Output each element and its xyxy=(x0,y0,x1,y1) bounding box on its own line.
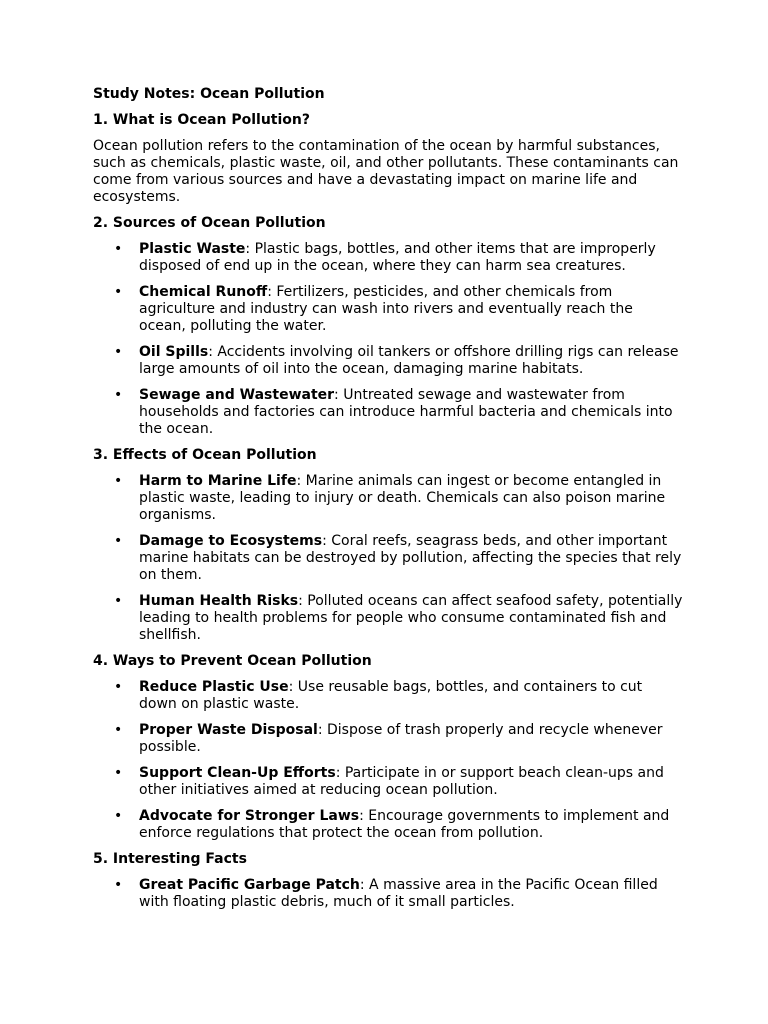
list-item-term: Human Health Risks xyxy=(139,593,299,609)
section-heading-effects: 3. Effects of Ocean Pollution xyxy=(93,447,317,463)
list-item-term: Damage to Ecosystems xyxy=(139,533,323,549)
list-item xyxy=(93,387,683,438)
list-item-text: : Accidents involving oil tankers or offshore drilling rigs can release large amounts of oil into the ocean, damaging marine habitats. xyxy=(139,344,679,377)
list-item-term: Plastic Waste xyxy=(139,241,246,257)
section-heading-prevention: 4. Ways to Prevent Ocean Pollution xyxy=(93,653,372,669)
list-item xyxy=(93,284,683,335)
bullet-glyph: • xyxy=(114,241,123,257)
list-item-text: : A massive area in the Pacific Ocean filled with floating plastic debris, much of it small particles. xyxy=(139,877,658,910)
list-item-text: : Use reusable bags, bottles, and containers to cut down on plastic waste. xyxy=(139,679,643,712)
bullet-glyph: • xyxy=(114,722,123,738)
bullet-glyph: • xyxy=(114,533,123,549)
list-item-term: Proper Waste Disposal xyxy=(139,722,318,738)
list-prevention xyxy=(93,679,683,842)
list-item-text: : Plastic bags, bottles, and other items that are improperly disposed of end up in the ocean, where they can harm sea creatures. xyxy=(139,241,656,274)
document-page xyxy=(93,86,683,920)
list-item-text: : Polluted oceans can affect seafood safety, potentially leading to health problems for people who consume contaminated fish and shellfish. xyxy=(139,593,683,643)
section-heading-facts: 5. Interesting Facts xyxy=(93,851,247,867)
list-item-text: : Marine animals can ingest or become entangled in plastic waste, leading to injury or death. Chemicals can also poison marine organisms. xyxy=(139,473,666,523)
list-item-term: Great Pacific Garbage Patch xyxy=(139,877,360,893)
bullet-glyph: • xyxy=(114,765,123,781)
list-item-text: : Coral reefs, seagrass beds, and other important marine habitats can be destroyed by pollution, affecting the species that rely on them. xyxy=(139,533,682,583)
document-title: Study Notes: Ocean Pollution xyxy=(93,86,325,102)
list-item-text: : Encourage governments to implement and enforce regulations that protect the ocean from pollution. xyxy=(139,808,670,841)
list-item xyxy=(93,722,683,756)
list-item xyxy=(93,344,683,378)
list-sources xyxy=(93,241,683,438)
list-item-text: : Dispose of trash properly and recycle whenever possible. xyxy=(139,722,663,755)
list-item-term: Oil Spills xyxy=(139,344,209,360)
list-item xyxy=(93,765,683,799)
list-item-text: : Untreated sewage and wastewater from households and factories can introduce harmful bacteria and chemicals into the ocean. xyxy=(139,387,673,437)
list-item xyxy=(93,241,683,275)
list-effects xyxy=(93,473,683,644)
bullet-glyph: • xyxy=(114,473,123,489)
section-heading-what-is: 1. What is Ocean Pollution? xyxy=(93,112,310,128)
list-item-term: Advocate for Stronger Laws xyxy=(139,808,360,824)
list-item-term: Chemical Runoff xyxy=(139,284,268,300)
list-item-term: Sewage and Wastewater xyxy=(139,387,335,403)
list-item-text: : Fertilizers, pesticides, and other chemicals from agriculture and industry can wash into rivers and eventually reach the ocean, polluting the water. xyxy=(139,284,633,334)
list-item xyxy=(93,593,683,644)
bullet-glyph: • xyxy=(114,679,123,695)
section-paragraph-what-is: Ocean pollution refers to the contamination of the ocean by harmful substances, such as chemicals, plastic waste, oil, and other pollutants. These contaminants can come from various sources and have a devastating impact on marine life and ecosystems. xyxy=(93,138,679,205)
list-item xyxy=(93,473,683,524)
bullet-glyph: • xyxy=(114,387,123,403)
bullet-glyph: • xyxy=(114,284,123,300)
list-item xyxy=(93,877,683,911)
list-item xyxy=(93,808,683,842)
list-item xyxy=(93,533,683,584)
list-item-term: Reduce Plastic Use xyxy=(139,679,289,695)
list-item-term: Support Clean-Up Efforts xyxy=(139,765,336,781)
list-item-text: : Participate in or support beach clean-ups and other initiatives aimed at reducing ocean pollution. xyxy=(139,765,664,798)
list-item xyxy=(93,679,683,713)
bullet-glyph: • xyxy=(114,808,123,824)
section-heading-sources: 2. Sources of Ocean Pollution xyxy=(93,215,326,231)
list-facts xyxy=(93,877,683,911)
bullet-glyph: • xyxy=(114,877,123,893)
list-item-term: Harm to Marine Life xyxy=(139,473,297,489)
bullet-glyph: • xyxy=(114,593,123,609)
bullet-glyph: • xyxy=(114,344,123,360)
